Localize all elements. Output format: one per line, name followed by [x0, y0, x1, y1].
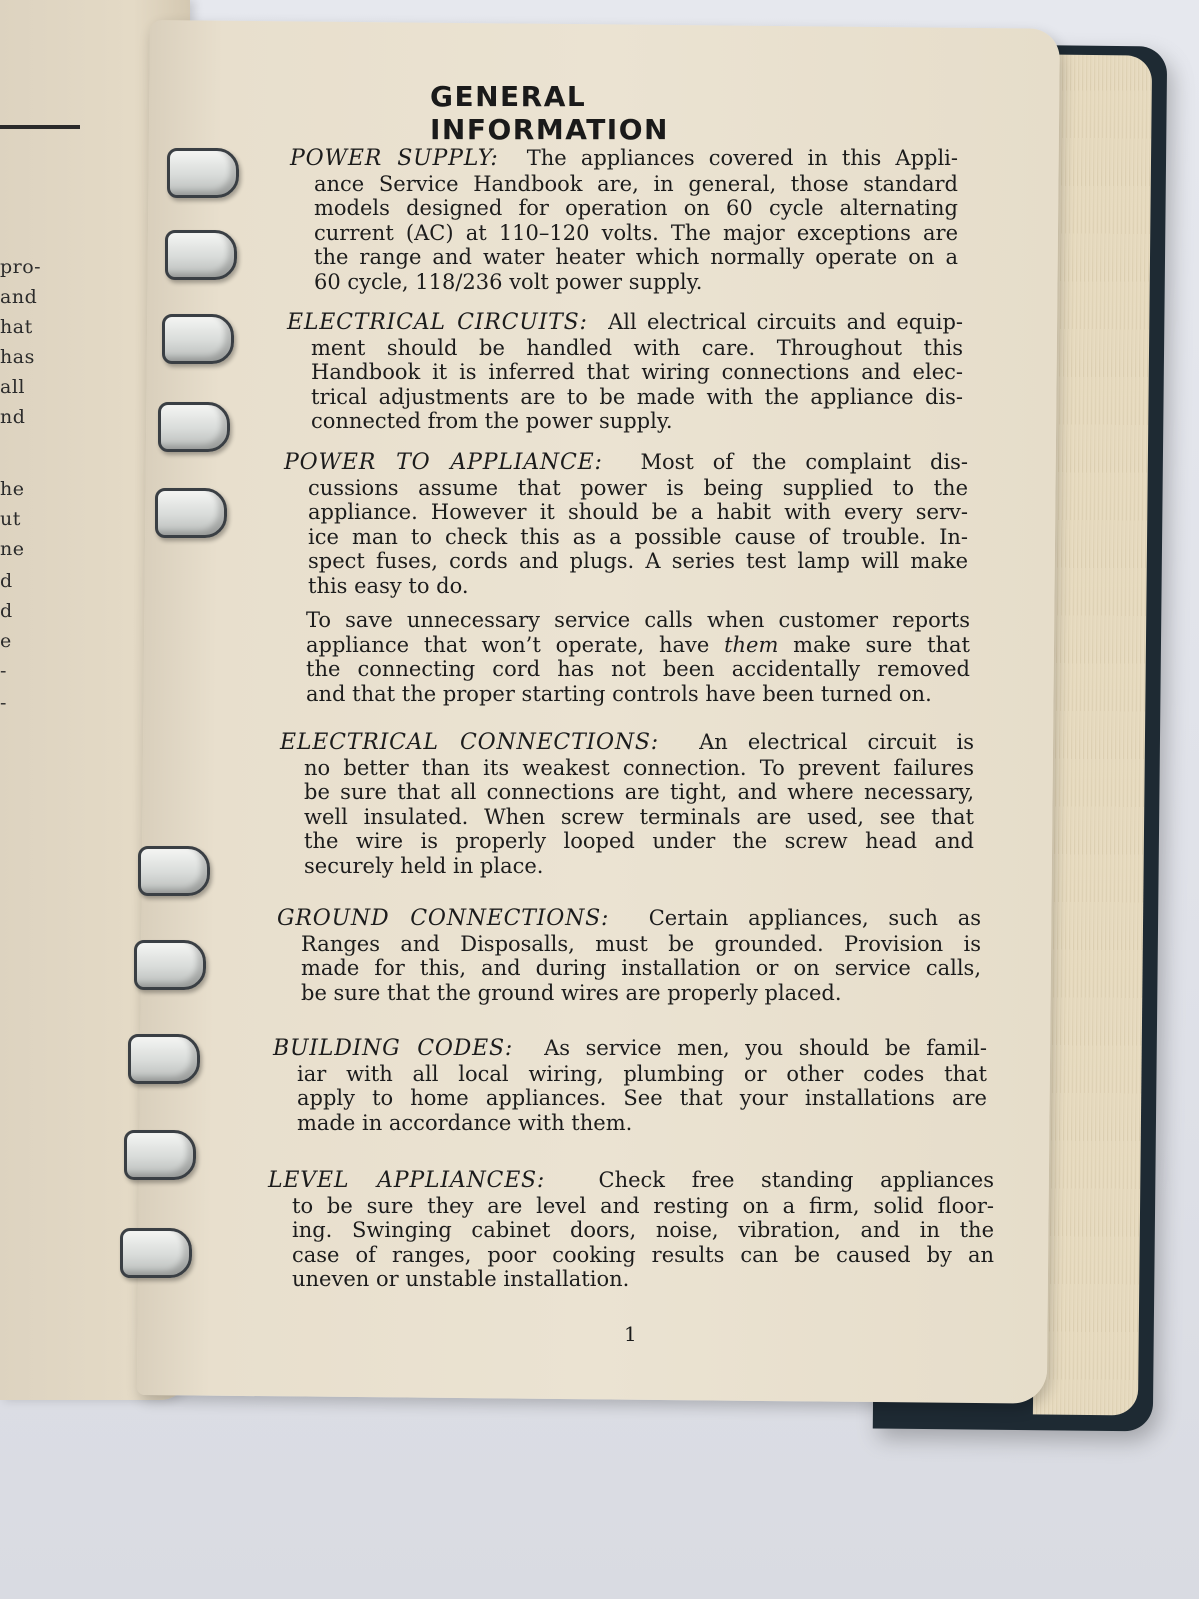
- section-line: The appliances covered in this Appli-: [526, 146, 958, 170]
- section-line: be sure that the ground wires are properly placed.: [301, 980, 842, 1005]
- section-line: case of ranges, poor cooking results can be caused by an: [292, 1242, 994, 1267]
- section-line: 60 cycle, 118/236 volt power supply.: [314, 269, 703, 294]
- section-line: Handbook it is inferred that wiring connections and elec-: [311, 360, 963, 385]
- left-text-fragment: nd: [0, 406, 26, 428]
- section-line: to be sure they are level and resting on a firm, solid floor-: [292, 1193, 994, 1218]
- section-line: current (AC) at 110–120 volts. The major exceptions are: [314, 220, 958, 245]
- section-line: An electrical circuit is: [699, 730, 974, 754]
- left-text-fragment: e: [0, 630, 12, 652]
- left-text-fragment: hat: [0, 316, 33, 338]
- section-line: no better than its weakest connection. To prevent failures: [304, 755, 974, 780]
- section-line: cussions assume that power is being supplied to the: [308, 475, 968, 500]
- section-line: ing. Swinging cabinet doors, noise, vibration, and in the: [292, 1218, 994, 1243]
- section-power-to-appliance-note: [306, 608, 970, 706]
- section-line: the range and water heater which normally operate on a: [314, 245, 958, 270]
- section-heading: GROUND CONNECTIONS:: [277, 906, 610, 931]
- section-heading: POWER TO APPLIANCE:: [284, 450, 603, 475]
- section-building-codes: [273, 1036, 987, 1135]
- section-line: iar with all local wiring, plumbing or other codes that: [297, 1061, 987, 1086]
- section-heading: BUILDING CODES:: [273, 1036, 514, 1061]
- page-title: GENERAL INFORMATION: [430, 80, 669, 146]
- section-line: apply to home appliances. See that your installations are: [297, 1086, 987, 1111]
- section-line: ice man to check this as a possible cause of trouble. In-: [308, 524, 968, 549]
- left-text-fragment: has: [0, 346, 35, 368]
- section-power-to-appliance: [284, 450, 968, 599]
- page-number: 1: [624, 1322, 637, 1346]
- left-text-fragment: -: [0, 660, 7, 682]
- section-line: made for this, and during installation or on service calls,: [301, 956, 981, 981]
- section-line: connected from the power supply.: [311, 409, 673, 434]
- section-line: uneven or unstable installation.: [292, 1267, 630, 1292]
- left-text-fragment: ut: [0, 508, 21, 530]
- section-electrical-circuits: [287, 310, 963, 434]
- section-line: made in accordance with them.: [297, 1110, 633, 1135]
- section-line: To save unnecessary service calls when customer reports: [306, 608, 970, 632]
- left-text-fragment: d: [0, 600, 13, 622]
- left-text-fragment: he: [0, 478, 25, 500]
- section-heading: LEVEL APPLIANCES:: [268, 1168, 546, 1193]
- section-heading: ELECTRICAL CIRCUITS:: [287, 310, 588, 335]
- section-ground-connections: [277, 906, 981, 1005]
- section-line: appliance. However it should be a habit with every serv-: [308, 500, 968, 525]
- section-line: make sure that: [793, 632, 970, 657]
- section-line: Most of the complaint dis-: [640, 450, 968, 474]
- section-heading: ELECTRICAL CONNECTIONS:: [280, 730, 659, 755]
- left-text-fragment: d: [0, 570, 13, 592]
- left-text-fragment: pro-: [0, 256, 42, 278]
- section-line: and that the proper starting controls have been turned on.: [306, 681, 932, 706]
- section-level-appliances: [268, 1168, 994, 1292]
- section-line: this easy to do.: [308, 573, 469, 598]
- section-line: Ranges and Disposalls, must be grounded. Provision is: [301, 931, 981, 956]
- left-text-fragment: and: [0, 286, 38, 308]
- left-text-fragment: all: [0, 376, 25, 398]
- section-line: appliance that won’t operate, have: [306, 632, 710, 657]
- section-line: be sure that all connections are tight, and where necessary,: [304, 780, 974, 805]
- section-power-supply: [290, 146, 958, 295]
- section-line: As service men, you should be famil-: [544, 1036, 987, 1060]
- section-line: All electrical circuits and equip-: [608, 310, 963, 334]
- section-line: ance Service Handbook are, in general, those standard: [314, 171, 958, 196]
- section-line: spect fuses, cords and plugs. A series test lamp will make: [308, 549, 968, 574]
- section-line: Certain appliances, such as: [648, 906, 982, 930]
- section-line: models designed for operation on 60 cycle alternating: [314, 196, 958, 221]
- section-line: securely held in place.: [304, 853, 544, 878]
- section-line: trical adjustments are to be made with the appliance dis-: [311, 384, 963, 409]
- emphasis-text: them: [724, 632, 779, 657]
- left-text-fragment: -: [0, 692, 7, 714]
- section-electrical-connections: [280, 730, 974, 879]
- section-line: ment should be handled with care. Throughout this: [311, 335, 963, 360]
- left-text-fragment: ne: [0, 538, 25, 560]
- section-line: well insulated. When screw terminals are used, see that: [304, 804, 974, 829]
- section-heading: POWER SUPPLY:: [290, 146, 499, 171]
- section-line: Check free standing appliances: [598, 1168, 994, 1192]
- section-line: the wire is properly looped under the screw head and: [304, 829, 974, 854]
- section-line: the connecting cord has not been accidentally removed: [306, 657, 970, 682]
